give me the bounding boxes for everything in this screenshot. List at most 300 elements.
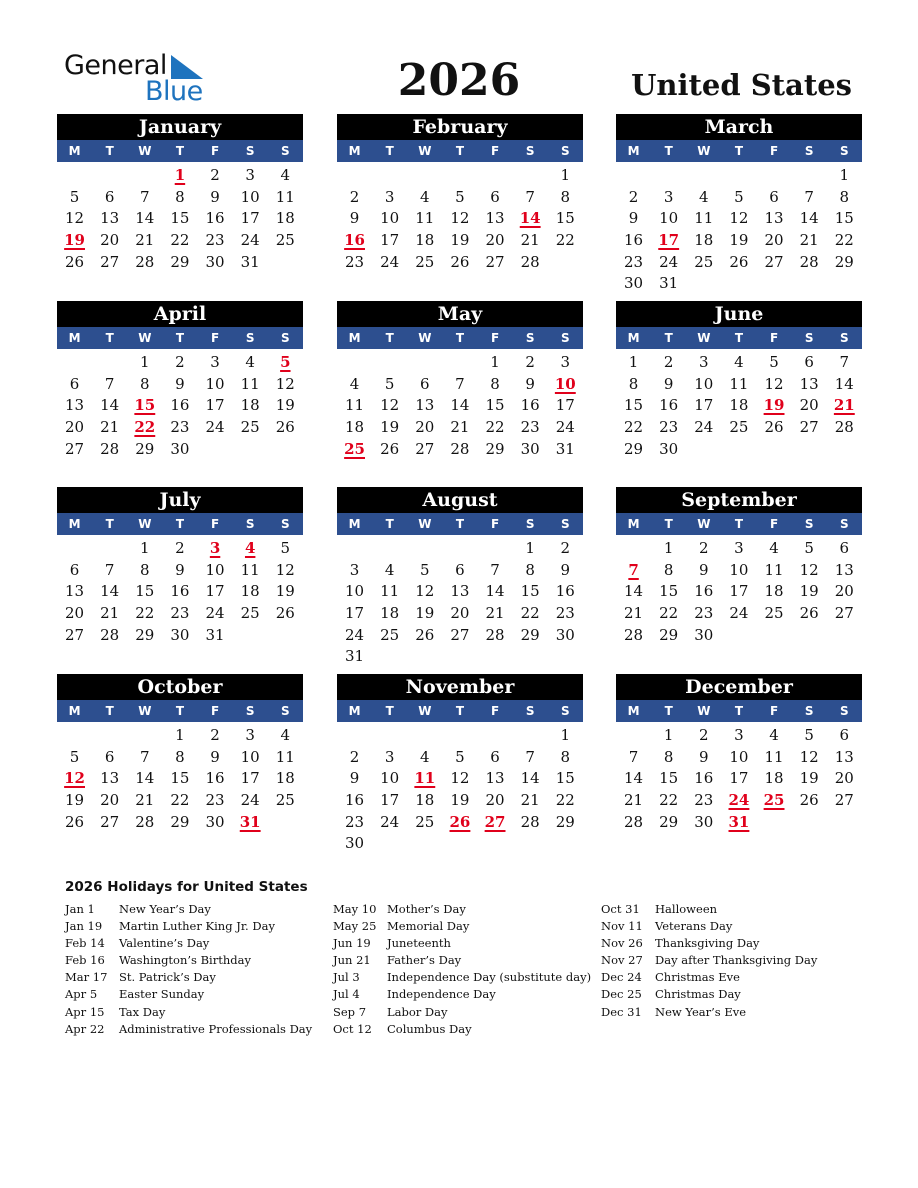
day-cell: 23 [205, 791, 225, 810]
month-june [616, 301, 862, 460]
holiday-name: Easter Sunday [119, 987, 205, 1002]
holiday-column [333, 901, 591, 1038]
day-grid [337, 535, 583, 668]
day-cell: 1 [140, 539, 150, 557]
month-august [337, 487, 583, 668]
day-cell: 14 [135, 209, 155, 228]
holiday-name: New Year’s Eve [655, 1004, 747, 1019]
empty-day-cell [127, 725, 162, 747]
day-cell: 6 [104, 747, 115, 766]
day-cell: 23 [205, 231, 225, 250]
day-cell: 14 [799, 209, 819, 228]
day-cell: 24 [380, 812, 400, 831]
day-cell: 22 [555, 231, 575, 250]
month-november [337, 674, 583, 855]
holiday-date: Dec 25 [601, 987, 642, 1002]
day-cell: 22 [135, 604, 155, 623]
holiday-date: Feb 14 [65, 936, 105, 951]
weekday-label: T [664, 704, 673, 718]
day-cell: 22 [624, 418, 644, 437]
holiday-day-cell: 7 [628, 560, 639, 579]
day-cell: 17 [555, 396, 575, 415]
weekday-header [337, 513, 583, 535]
empty-day-cell [92, 352, 127, 374]
day-cell: 26 [764, 418, 784, 437]
day-cell: 12 [799, 560, 819, 579]
day-cell: 28 [624, 625, 644, 644]
holiday-date: Sep 7 [333, 1004, 367, 1019]
weekday-label: T [175, 144, 185, 158]
weekday-label: W [418, 517, 432, 531]
day-cell: 9 [210, 747, 220, 766]
day-cell: 21 [799, 231, 819, 250]
day-cell: 7 [140, 187, 150, 206]
month-title: September [616, 487, 862, 513]
day-cell: 7 [804, 187, 814, 206]
holiday-item [65, 952, 312, 969]
holiday-name: Independence Day [387, 987, 496, 1002]
weekday-label: W [138, 144, 152, 158]
day-cell: 7 [525, 747, 535, 766]
holiday-day-cell: 21 [833, 396, 855, 415]
day-cell: 13 [834, 560, 854, 579]
weekday-label: T [105, 144, 114, 158]
holiday-date: Dec 24 [601, 970, 642, 985]
day-cell: 20 [764, 231, 784, 250]
day-cell: 5 [734, 187, 744, 206]
day-cell: 27 [450, 625, 470, 644]
day-cell: 16 [170, 582, 190, 601]
holiday-column [601, 901, 817, 1021]
empty-day-cell [92, 538, 127, 560]
day-cell: 3 [560, 353, 571, 371]
day-cell: 3 [734, 539, 744, 557]
month-october [57, 674, 303, 833]
day-cell: 25 [764, 604, 784, 623]
day-cell: 12 [450, 209, 470, 228]
weekday-label: M [348, 331, 361, 345]
day-cell: 12 [450, 769, 470, 788]
weekday-label: M [68, 144, 81, 158]
weekday-label: F [490, 517, 500, 531]
day-cell: 15 [485, 396, 505, 415]
day-cell: 25 [240, 604, 260, 623]
holiday-day-cell: 25 [763, 791, 785, 810]
day-cell: 17 [240, 769, 260, 788]
month-title: April [57, 301, 303, 327]
weekday-header [337, 327, 583, 349]
day-cell: 23 [659, 418, 679, 437]
day-cell: 1 [525, 539, 535, 557]
day-cell: 16 [659, 396, 679, 415]
holiday-item [601, 918, 817, 935]
day-cell: 4 [245, 353, 255, 371]
weekday-label: M [348, 704, 361, 718]
day-cell: 9 [349, 769, 360, 788]
holiday-date: Jul 3 [333, 970, 360, 985]
weekday-label: T [734, 704, 744, 718]
day-cell: 24 [380, 252, 400, 271]
weekday-label: F [210, 331, 220, 345]
empty-day-cell [721, 165, 756, 187]
day-cell: 12 [275, 374, 295, 393]
weekday-label: W [138, 704, 152, 718]
month-may [337, 301, 583, 460]
holiday-item [333, 969, 591, 986]
day-cell: 30 [555, 625, 575, 644]
holiday-name: Tax Day [119, 1004, 166, 1019]
holiday-day-cell: 31 [239, 812, 261, 831]
day-grid [337, 349, 583, 460]
holiday-day-cell: 27 [484, 812, 506, 831]
day-cell: 26 [799, 604, 819, 623]
weekday-label: S [560, 517, 570, 531]
month-title: November [337, 674, 583, 700]
day-cell: 4 [280, 726, 291, 744]
day-cell: 28 [100, 439, 120, 458]
empty-day-cell [407, 165, 442, 187]
day-cell: 21 [100, 604, 120, 623]
holiday-date: Dec 31 [601, 1004, 642, 1019]
empty-day-cell [372, 352, 407, 374]
day-cell: 1 [140, 353, 150, 371]
holiday-item [65, 986, 312, 1003]
day-cell: 21 [100, 418, 120, 437]
holiday-item [333, 1004, 591, 1021]
day-cell: 9 [525, 374, 535, 393]
weekday-label: S [560, 704, 570, 718]
day-cell: 28 [450, 439, 470, 458]
day-cell: 19 [380, 418, 400, 437]
day-cell: 16 [624, 231, 644, 250]
day-cell: 7 [455, 374, 465, 393]
day-cell: 24 [729, 604, 749, 623]
weekday-label: W [138, 331, 152, 345]
holiday-name: New Year’s Day [119, 902, 211, 916]
day-cell: 30 [624, 274, 644, 293]
day-cell: 18 [415, 791, 435, 810]
weekday-label: F [769, 517, 779, 531]
weekday-label: S [245, 331, 255, 345]
holiday-name: Father’s Day [387, 953, 462, 968]
month-april [57, 301, 303, 460]
day-cell: 10 [345, 582, 365, 601]
day-cell: 15 [624, 396, 644, 415]
day-cell: 20 [450, 604, 470, 623]
day-cell: 27 [834, 791, 854, 810]
day-cell: 6 [420, 374, 430, 393]
month-march [616, 114, 862, 295]
day-cell: 2 [349, 747, 360, 766]
weekday-label: M [627, 331, 640, 345]
day-cell: 4 [420, 747, 430, 766]
month-title: March [616, 114, 862, 140]
day-cell: 22 [659, 791, 679, 810]
weekday-label: M [627, 517, 640, 531]
day-cell: 13 [450, 582, 470, 601]
day-cell: 20 [65, 604, 85, 623]
day-cell: 30 [345, 834, 365, 853]
day-cell: 15 [170, 769, 190, 788]
holiday-date: Feb 16 [65, 953, 105, 968]
day-cell: 8 [839, 187, 850, 206]
holiday-item [601, 1004, 817, 1021]
day-cell: 19 [799, 582, 819, 601]
day-cell: 5 [69, 747, 80, 766]
day-cell: 20 [100, 791, 120, 810]
logo-text-blue: Blue [145, 76, 203, 107]
day-cell: 18 [729, 396, 749, 415]
holiday-day-cell: 16 [344, 231, 365, 250]
day-cell: 24 [240, 231, 260, 250]
day-cell: 7 [104, 560, 115, 579]
day-cell: 18 [415, 231, 435, 250]
month-january [57, 114, 303, 273]
holiday-name: Washington’s Birthday [119, 953, 251, 968]
day-cell: 25 [694, 252, 714, 271]
empty-day-cell [442, 165, 477, 187]
day-cell: 24 [694, 418, 714, 437]
day-cell: 10 [729, 747, 749, 766]
weekday-label: F [490, 704, 500, 718]
weekday-label: T [734, 517, 744, 531]
empty-day-cell [337, 352, 372, 374]
day-cell: 2 [175, 353, 185, 371]
empty-day-cell [442, 538, 477, 560]
holiday-name: Mother’s Day [387, 902, 466, 916]
weekday-label: T [734, 144, 744, 158]
day-cell: 14 [834, 374, 854, 393]
weekday-label: M [68, 517, 81, 531]
weekday-label: S [839, 144, 849, 158]
day-cell: 13 [100, 769, 120, 788]
day-cell: 30 [170, 625, 190, 644]
day-cell: 8 [663, 747, 674, 766]
day-cell: 3 [384, 747, 395, 766]
weekday-label: F [769, 144, 779, 158]
holiday-item [333, 935, 591, 952]
holiday-name: Independence Day (substitute day) [387, 970, 592, 985]
weekday-header [57, 140, 303, 162]
day-cell: 14 [624, 769, 644, 788]
day-cell: 19 [450, 231, 470, 250]
day-cell: 5 [384, 374, 395, 393]
day-cell: 28 [624, 812, 644, 831]
day-cell: 19 [729, 231, 749, 250]
day-cell: 30 [170, 439, 190, 458]
day-cell: 1 [175, 726, 185, 744]
day-cell: 10 [240, 187, 260, 206]
day-cell: 18 [275, 209, 295, 228]
empty-day-cell [651, 165, 686, 187]
day-grid [616, 535, 862, 646]
day-cell: 3 [245, 726, 255, 744]
day-cell: 21 [520, 791, 540, 810]
day-cell: 19 [799, 769, 819, 788]
holidays-title: 2026 Holidays for United States [65, 879, 308, 895]
day-cell: 16 [694, 769, 714, 788]
holiday-date: Nov 27 [601, 953, 643, 968]
weekday-label: M [627, 704, 640, 718]
day-cell: 3 [699, 353, 709, 371]
day-cell: 17 [240, 209, 260, 228]
weekday-label: T [105, 704, 114, 718]
holiday-item [333, 901, 591, 918]
empty-day-cell [372, 538, 407, 560]
day-cell: 8 [525, 560, 535, 579]
day-cell: 19 [275, 396, 295, 415]
day-cell: 27 [799, 418, 819, 437]
holiday-item [333, 952, 591, 969]
day-cell: 3 [384, 187, 395, 206]
day-cell: 20 [799, 396, 819, 415]
day-cell: 5 [769, 353, 779, 371]
day-cell: 23 [624, 252, 644, 271]
day-cell: 11 [345, 396, 365, 415]
day-cell: 6 [69, 560, 80, 579]
day-cell: 19 [275, 582, 295, 601]
day-cell: 5 [280, 539, 291, 557]
day-cell: 15 [555, 209, 575, 228]
day-cell: 28 [834, 418, 854, 437]
day-cell: 10 [205, 560, 225, 579]
day-grid [57, 722, 303, 833]
holiday-name: Administrative Professionals Day [119, 1021, 313, 1036]
weekday-header [616, 513, 862, 535]
weekday-label: S [280, 517, 290, 531]
day-cell: 21 [135, 231, 155, 250]
day-cell: 16 [694, 582, 714, 601]
day-cell: 1 [560, 166, 571, 184]
day-cell: 6 [839, 539, 850, 557]
weekday-header [57, 700, 303, 722]
day-cell: 28 [100, 625, 120, 644]
day-cell: 10 [380, 769, 400, 788]
day-cell: 30 [520, 439, 540, 458]
empty-day-cell [478, 165, 513, 187]
day-cell: 10 [659, 209, 679, 228]
weekday-label: W [138, 517, 152, 531]
day-cell: 23 [694, 791, 714, 810]
day-cell: 11 [694, 209, 714, 228]
day-cell: 22 [520, 604, 540, 623]
empty-day-cell [616, 725, 651, 747]
day-cell: 17 [205, 396, 225, 415]
day-grid [616, 162, 862, 295]
day-cell: 28 [520, 252, 540, 271]
day-cell: 22 [485, 418, 505, 437]
weekday-label: W [697, 704, 711, 718]
weekday-label: M [348, 517, 361, 531]
holiday-date: Mar 17 [65, 970, 108, 985]
day-cell: 8 [140, 374, 150, 393]
weekday-label: S [245, 144, 255, 158]
holiday-day-cell: 19 [64, 231, 85, 250]
day-cell: 5 [804, 726, 814, 744]
holiday-item [601, 901, 817, 918]
holiday-day-cell: 31 [728, 812, 750, 831]
empty-day-cell [442, 725, 477, 747]
day-cell: 15 [659, 582, 679, 601]
weekday-label: W [697, 331, 711, 345]
weekday-header [337, 700, 583, 722]
day-cell: 7 [628, 747, 639, 766]
day-cell: 27 [100, 812, 120, 831]
holiday-date: Jan 19 [65, 919, 103, 934]
day-cell: 19 [415, 604, 435, 623]
day-cell: 20 [834, 582, 854, 601]
empty-day-cell [57, 352, 92, 374]
day-cell: 22 [834, 231, 854, 250]
holiday-day-cell: 17 [658, 231, 680, 250]
day-cell: 18 [694, 231, 714, 250]
holiday-item [333, 1021, 591, 1038]
holiday-item [333, 918, 591, 935]
day-cell: 2 [349, 187, 360, 206]
weekday-label: F [490, 331, 500, 345]
day-cell: 27 [100, 252, 120, 271]
day-cell: 18 [275, 769, 295, 788]
day-cell: 6 [455, 560, 465, 579]
day-cell: 6 [769, 187, 779, 206]
day-cell: 18 [764, 769, 784, 788]
day-cell: 25 [415, 252, 435, 271]
holiday-date: Jan 1 [65, 902, 95, 916]
day-cell: 13 [764, 209, 784, 228]
day-cell: 12 [729, 209, 749, 228]
day-cell: 7 [839, 353, 850, 371]
day-cell: 30 [694, 812, 714, 831]
day-cell: 23 [520, 418, 540, 437]
month-title: May [337, 301, 583, 327]
day-cell: 20 [834, 769, 854, 788]
holiday-name: Halloween [655, 902, 718, 916]
empty-day-cell [478, 538, 513, 560]
empty-day-cell [513, 725, 548, 747]
day-cell: 29 [520, 625, 540, 644]
holiday-date: Oct 31 [601, 902, 640, 916]
month-title: December [616, 674, 862, 700]
empty-day-cell [407, 352, 442, 374]
empty-day-cell [337, 165, 372, 187]
empty-day-cell [127, 165, 162, 187]
holiday-day-cell: 22 [134, 418, 156, 437]
holiday-date: May 25 [333, 919, 377, 934]
weekday-label: S [804, 704, 814, 718]
day-cell: 17 [380, 791, 400, 810]
day-cell: 10 [380, 209, 400, 228]
holiday-item [601, 952, 817, 969]
day-cell: 10 [240, 747, 260, 766]
day-cell: 23 [170, 418, 190, 437]
day-cell: 28 [485, 625, 505, 644]
day-cell: 30 [205, 252, 225, 271]
day-cell: 24 [555, 418, 575, 437]
day-cell: 26 [275, 604, 295, 623]
empty-day-cell [792, 165, 827, 187]
empty-day-cell [57, 165, 92, 187]
holiday-item [65, 1021, 312, 1038]
day-cell: 11 [240, 560, 260, 579]
holiday-day-cell: 10 [554, 374, 576, 393]
day-cell: 13 [834, 747, 854, 766]
day-cell: 1 [663, 726, 674, 744]
day-cell: 1 [628, 353, 639, 371]
day-cell: 13 [485, 209, 505, 228]
day-cell: 12 [764, 374, 784, 393]
day-cell: 22 [659, 604, 679, 623]
day-cell: 2 [175, 539, 185, 557]
